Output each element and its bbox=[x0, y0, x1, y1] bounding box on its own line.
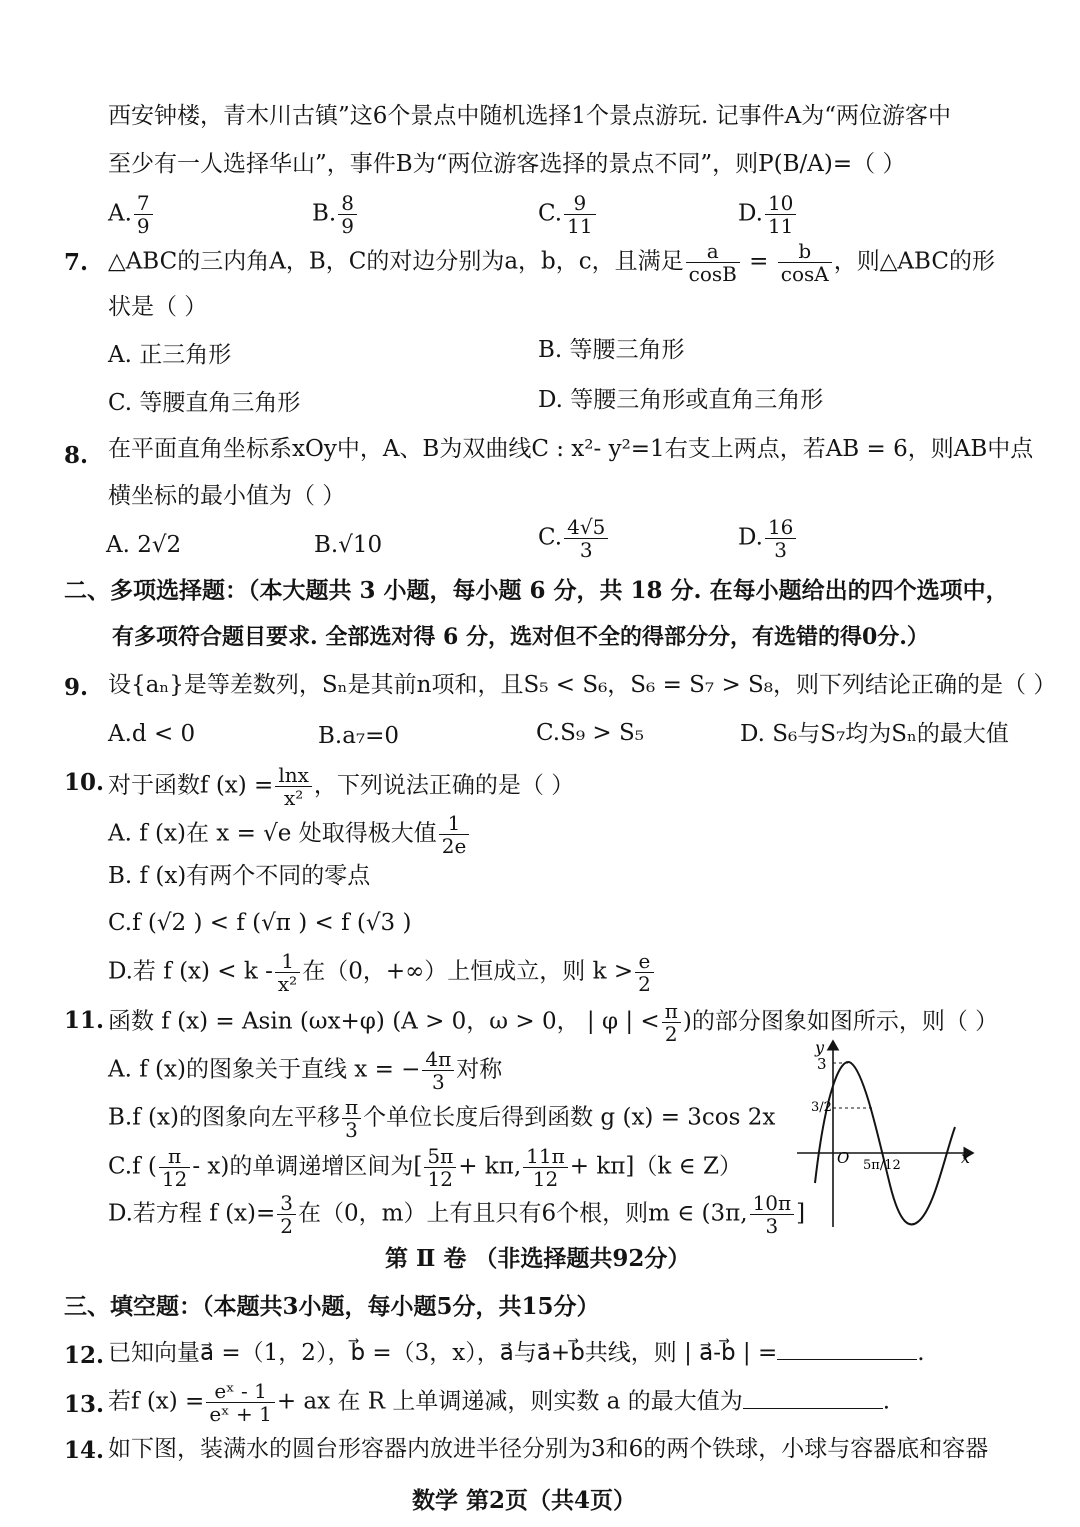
q8-line-1: 在平面直角坐标系xOy中，A、B为双曲线C : x²- y²=1右支上两点，若AB = 6，则AB中点 bbox=[108, 436, 1034, 462]
q8-option-c: C. $\frac{4√5}{3}$ bbox=[538, 516, 610, 561]
q7-option-b: B. 等腰三角形 bbox=[538, 337, 685, 363]
q7-line-2: 状是（ ） bbox=[108, 294, 208, 320]
q13-number: 13. bbox=[64, 1391, 105, 1418]
q11-option-c: C.f ( $\frac{\pi}{12}$ - x)的单调递增区间为[ $\frac{5\pi}{12}$ + kπ, $\frac{11\pi}{12}$ + kπ]（k ∈ Z） bbox=[108, 1144, 742, 1191]
q9-option-c: C.S₉ > S₅ bbox=[536, 720, 644, 746]
q11-option-b: B.f (x)的图象向左平移 $\frac{\pi}{3}$ 个单位长度后得到函数 g (x) = 3cos 2x bbox=[108, 1095, 776, 1142]
q9-line-1: 设{aₙ}是等差数列，Sₙ是其前n项和，且S₅ < S₆，S₆ = S₇ > S₈，则下列结论正确的是（ ） bbox=[108, 672, 1057, 698]
q7-number: 7. bbox=[64, 249, 89, 276]
q9-option-a: A.d < 0 bbox=[108, 721, 196, 747]
q6-option-a: A. $\frac{7}{9}$ bbox=[108, 192, 155, 237]
q11-number: 11. bbox=[64, 1007, 105, 1034]
sine-curve bbox=[815, 1062, 955, 1224]
q10-option-d: D.若 f (x) < k - $\frac{1}{\text{x²}}$ 在（0，+∞）上恒成立，则 k > $\frac{e}{2}$ bbox=[108, 950, 656, 995]
x-axis-label: x bbox=[961, 1148, 971, 1167]
section-2-heading: 二、多项选择题：（本大题共 3 小题，每小题 6 分，共 18 分. 在每小题给出的四个选项中， bbox=[64, 577, 1009, 604]
section-3-heading: 三、填空题：（本题共3小题，每小题5分，共15分） bbox=[64, 1293, 600, 1320]
origin-label: O bbox=[837, 1149, 850, 1167]
part-2-heading: 第 Ⅱ 卷 （非选择题共92分） bbox=[385, 1245, 691, 1272]
q12-number: 12. bbox=[64, 1342, 105, 1369]
q7-option-c: C. 等腰直角三角形 bbox=[108, 390, 301, 416]
q9-option-d: D. S₆与S₇均为Sₙ的最大值 bbox=[740, 721, 1009, 747]
q10-option-a: A. f (x)在 x = √e 处取得极大值 $\frac{1}{2e}$ bbox=[108, 812, 471, 857]
q11-line-1: 函数 f (x) = Asin (ωx+φ) (A > 0，ω > 0， | φ | < $\frac{\pi}{2}$ )的部分图象如图所示，则（ ） bbox=[108, 999, 999, 1046]
page-footer: 数学 第2页（共4页） bbox=[412, 1487, 637, 1514]
q8-number: 8. bbox=[64, 442, 89, 469]
q8-option-d: D. $\frac{16}{3}$ bbox=[738, 516, 798, 561]
q7-option-a: A. 正三角形 bbox=[108, 342, 232, 368]
q8-option-b: B.√10 bbox=[314, 532, 383, 558]
q13-answer-blank[interactable] bbox=[743, 1388, 883, 1409]
q8-line-2: 横坐标的最小值为（ ） bbox=[108, 483, 346, 509]
q12-answer-blank[interactable] bbox=[777, 1339, 917, 1360]
q7-line-1: △ABC的三内角A，B，C的对边分别为a，b，c，且满足 $\frac{a}{\cos B}$ = $\frac{b}{\cos A}$ ，则△ABC的形 bbox=[108, 239, 995, 286]
q6-option-c: C. $\frac{9}{11}$ bbox=[538, 192, 598, 237]
q14-number: 14. bbox=[64, 1437, 105, 1464]
q12-line: 已知向量a⃗ =（1，2），b⃗ =（3，x），a⃗与a⃗+b⃗共线，则 | a⃗-b⃗ | = . bbox=[108, 1340, 925, 1366]
q6-option-d: D. $\frac{10}{11}$ bbox=[738, 192, 798, 237]
q10-option-b: B. f (x)有两个不同的零点 bbox=[108, 863, 371, 889]
q11-option-d: D.若方程 f (x)= $\frac{3}{2}$ 在（0，m）上有且只有6个根，则m ∈ (3π, $\frac{10\pi}{3}$ ] bbox=[108, 1191, 806, 1238]
q6-line-1: 西安钟楼，青木川古镇”这6个景点中随机选择1个景点游玩. 记事件A为“两位游客中 bbox=[108, 103, 952, 129]
q9-option-b: B.a₇=0 bbox=[318, 723, 400, 749]
q6-line-2: 至少有一人选择华山”，事件B为“两位游客选择的景点不同”，则P(B/A)=（ ） bbox=[108, 151, 906, 177]
x-mark-label: 5π/12 bbox=[863, 1158, 901, 1173]
q11-sine-graph bbox=[785, 1035, 985, 1235]
y-mid-label: 3/2 bbox=[811, 1100, 832, 1115]
q9-number: 9. bbox=[64, 674, 89, 701]
q7-option-d: D. 等腰三角形或直角三角形 bbox=[538, 387, 824, 413]
q14-line: 如下图，装满水的圆台形容器内放进半径分别为3和6的两个铁球，小球与容器底和容器 bbox=[108, 1436, 989, 1462]
q11-option-a: A. f (x)的图象关于直线 x = − $\frac{4\pi}{3}$ 对称 bbox=[108, 1047, 503, 1094]
q6-option-b: B. $\frac{8}{9}$ bbox=[312, 192, 359, 237]
q10-option-c: C.f (√2 ) < f (√π ) < f (√3 ) bbox=[108, 910, 412, 936]
q10-line-1: 对于函数f (x) = $\frac{\ln x}{\text{x²}}$ ，下列说法正确的是（ ） bbox=[108, 763, 575, 810]
section-2-subheading: 有多项符合题目要求. 全部选对得 6 分，选对但不全的得部分分，有选错的得0分.） bbox=[112, 624, 929, 650]
y-max-label: 3 bbox=[817, 1055, 827, 1073]
q13-line: 若f (x) = $\frac{\text{eˣ - 1}}{\text{eˣ + 1}}$ + ax 在 R 上单调递减，则实数 a 的最大值为 . bbox=[108, 1379, 891, 1426]
q10-number: 10. bbox=[64, 769, 105, 796]
q8-option-a: A. 2√2 bbox=[106, 532, 182, 558]
y-axis-label: y bbox=[815, 1038, 825, 1057]
